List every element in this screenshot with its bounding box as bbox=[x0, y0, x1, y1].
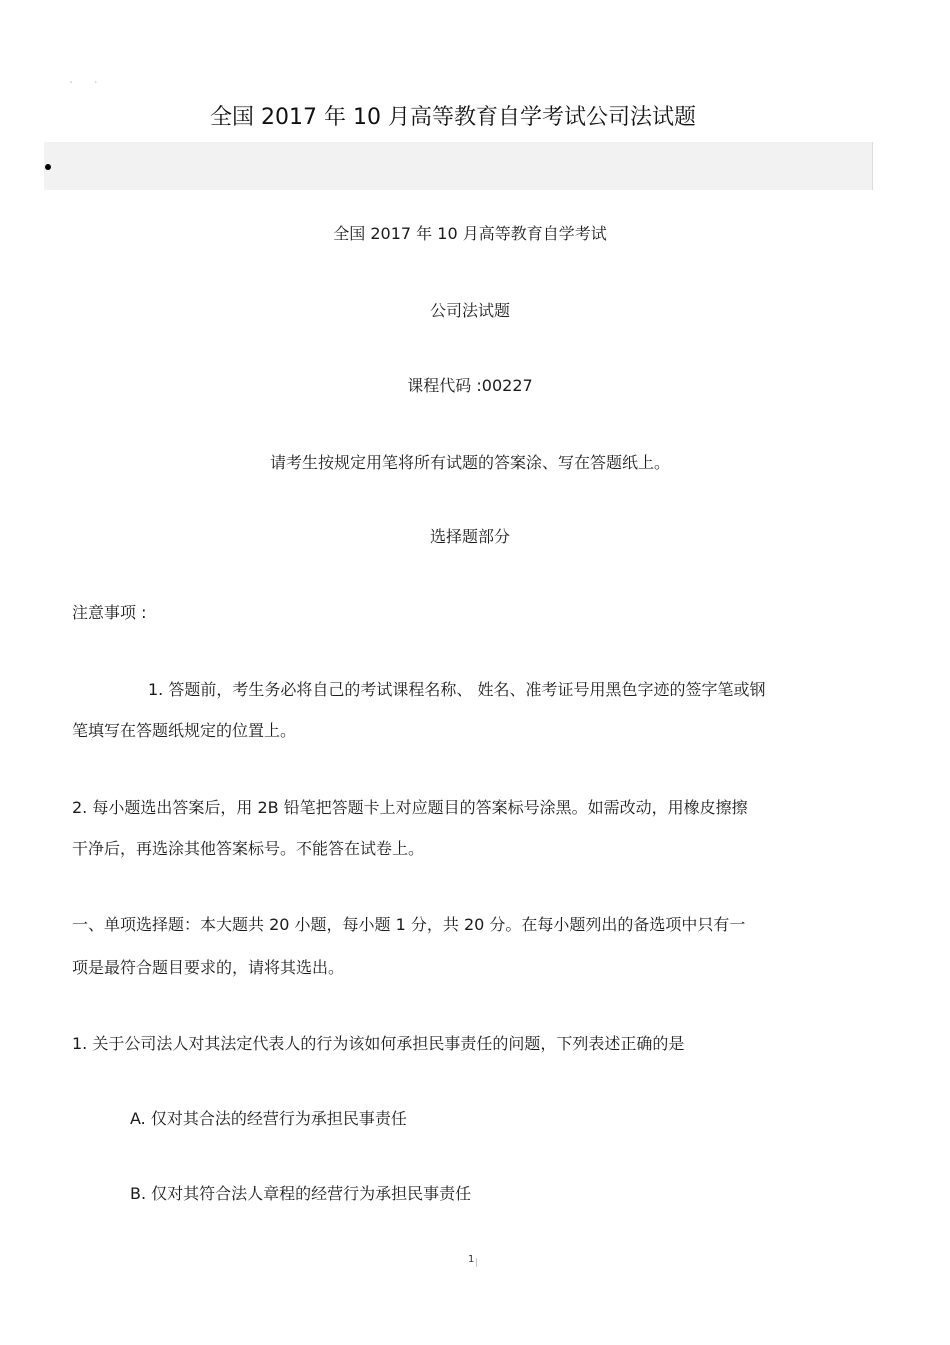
note-item-1-line2: 笔填写在答题纸规定的位置上。 bbox=[72, 721, 297, 740]
page-number-divider bbox=[476, 1258, 477, 1267]
part-one-intro-line1: 一、单项选择题：本大题共 20 小题，每小题 1 分，共 20 分。在每小题列出的备选项中只有一 bbox=[72, 915, 746, 934]
bullet-icon bbox=[45, 164, 51, 170]
corner-marks: ' ' bbox=[70, 80, 107, 89]
note-item-2-line2: 干净后，再选涂其他答案标号。不能答在试卷上。 bbox=[72, 839, 425, 858]
exam-header-line1: 全国 2017 年 10 月高等教育自学考试 bbox=[333, 224, 607, 243]
notes-heading: 注意事项 : bbox=[72, 603, 147, 622]
question-1-option-b: B. 仅对其符合法人章程的经营行为承担民事责任 bbox=[130, 1184, 472, 1203]
section-heading: 选择题部分 bbox=[429, 527, 510, 546]
document-title: 全国 2017 年 10 月高等教育自学考试公司法试题 bbox=[210, 105, 696, 130]
exam-subject: 公司法试题 bbox=[429, 301, 510, 320]
question-1-stem: 1. 关于公司法人对其法定代表人的行为该如何承担民事责任的问题，下列表述正确的是 bbox=[72, 1034, 685, 1053]
exam-instruction: 请考生按规定用笔将所有试题的答案涂、写在答题纸上。 bbox=[269, 453, 670, 472]
part-one-intro-line2: 项是最符合题目要求的，请将其选出。 bbox=[72, 958, 345, 977]
note-item-2-line1: 2. 每小题选出答案后，用 2B 铅笔把答题卡上对应题目的答案标号涂黑。如需改动，用橡皮擦擦 bbox=[72, 798, 748, 817]
course-code: 课程代码 :00227 bbox=[407, 376, 533, 395]
page-number: 1 bbox=[468, 1254, 475, 1265]
question-1-option-a: A. 仅对其合法的经营行为承担民事责任 bbox=[130, 1109, 407, 1128]
embedded-banner bbox=[44, 142, 873, 190]
note-item-1-line1: 1. 答题前，考生务必将自己的考试课程名称、 姓名、准考证号用黑色字迹的签字笔或钢 bbox=[148, 680, 766, 699]
